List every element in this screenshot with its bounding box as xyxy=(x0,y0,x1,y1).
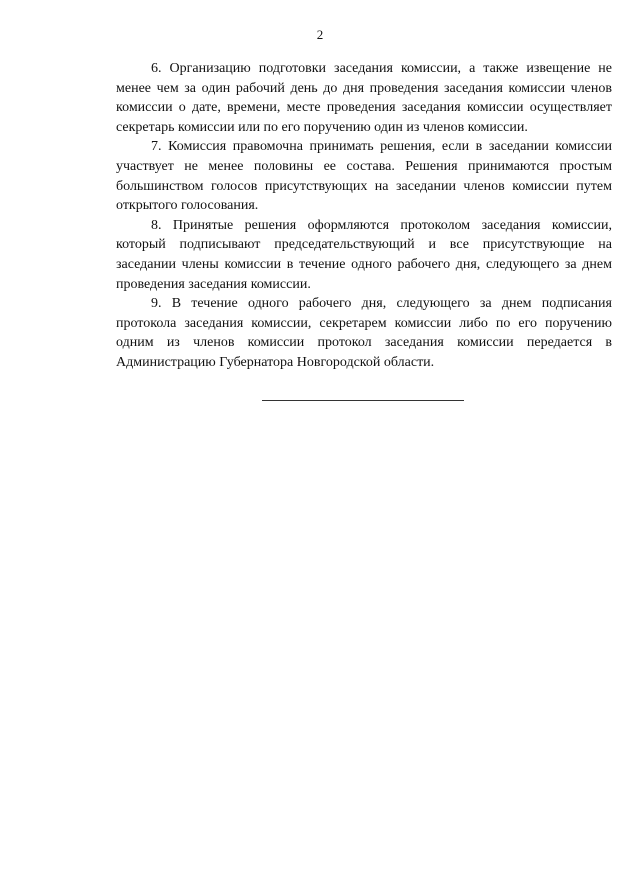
paragraph-6: 6. Организацию подготовки заседания комиссии, а также извещение не менее чем за один рабочий день до дня проведения заседания комиссии членов комиссии о дате, времени, месте проведения заседания комиссии осуществляет секретарь комиссии или по его поручению один из членов комиссии. xyxy=(116,61,612,135)
paragraph-8: 8. Принятые решения оформляются протоколом заседания комиссии, который подписывают председательствующий и все присутствующие на заседании члены комиссии в течение одного рабочего дня, следующего за днем проведения заседания комиссии. xyxy=(116,217,612,292)
paragraph-9: 9. В течение одного рабочего дня, следующего за днем подписания протокола заседания комиссии, секретарем комиссии либо по его поручению одним из членов комиссии протокол заседания комиссии передается в Администрацию Губернатора Новгородской области. xyxy=(116,296,612,370)
end-of-document-rule xyxy=(262,400,464,401)
paragraph-7: 7. Комиссия правомочна принимать решения, если в заседании комиссии участвует не менее половины ее состава. Решения принимаются простым большинством голосов присутствующих на заседании членов комиссии путем открытого голосования. xyxy=(116,139,612,214)
page-number: 2 xyxy=(316,27,324,42)
document-body xyxy=(116,59,612,373)
